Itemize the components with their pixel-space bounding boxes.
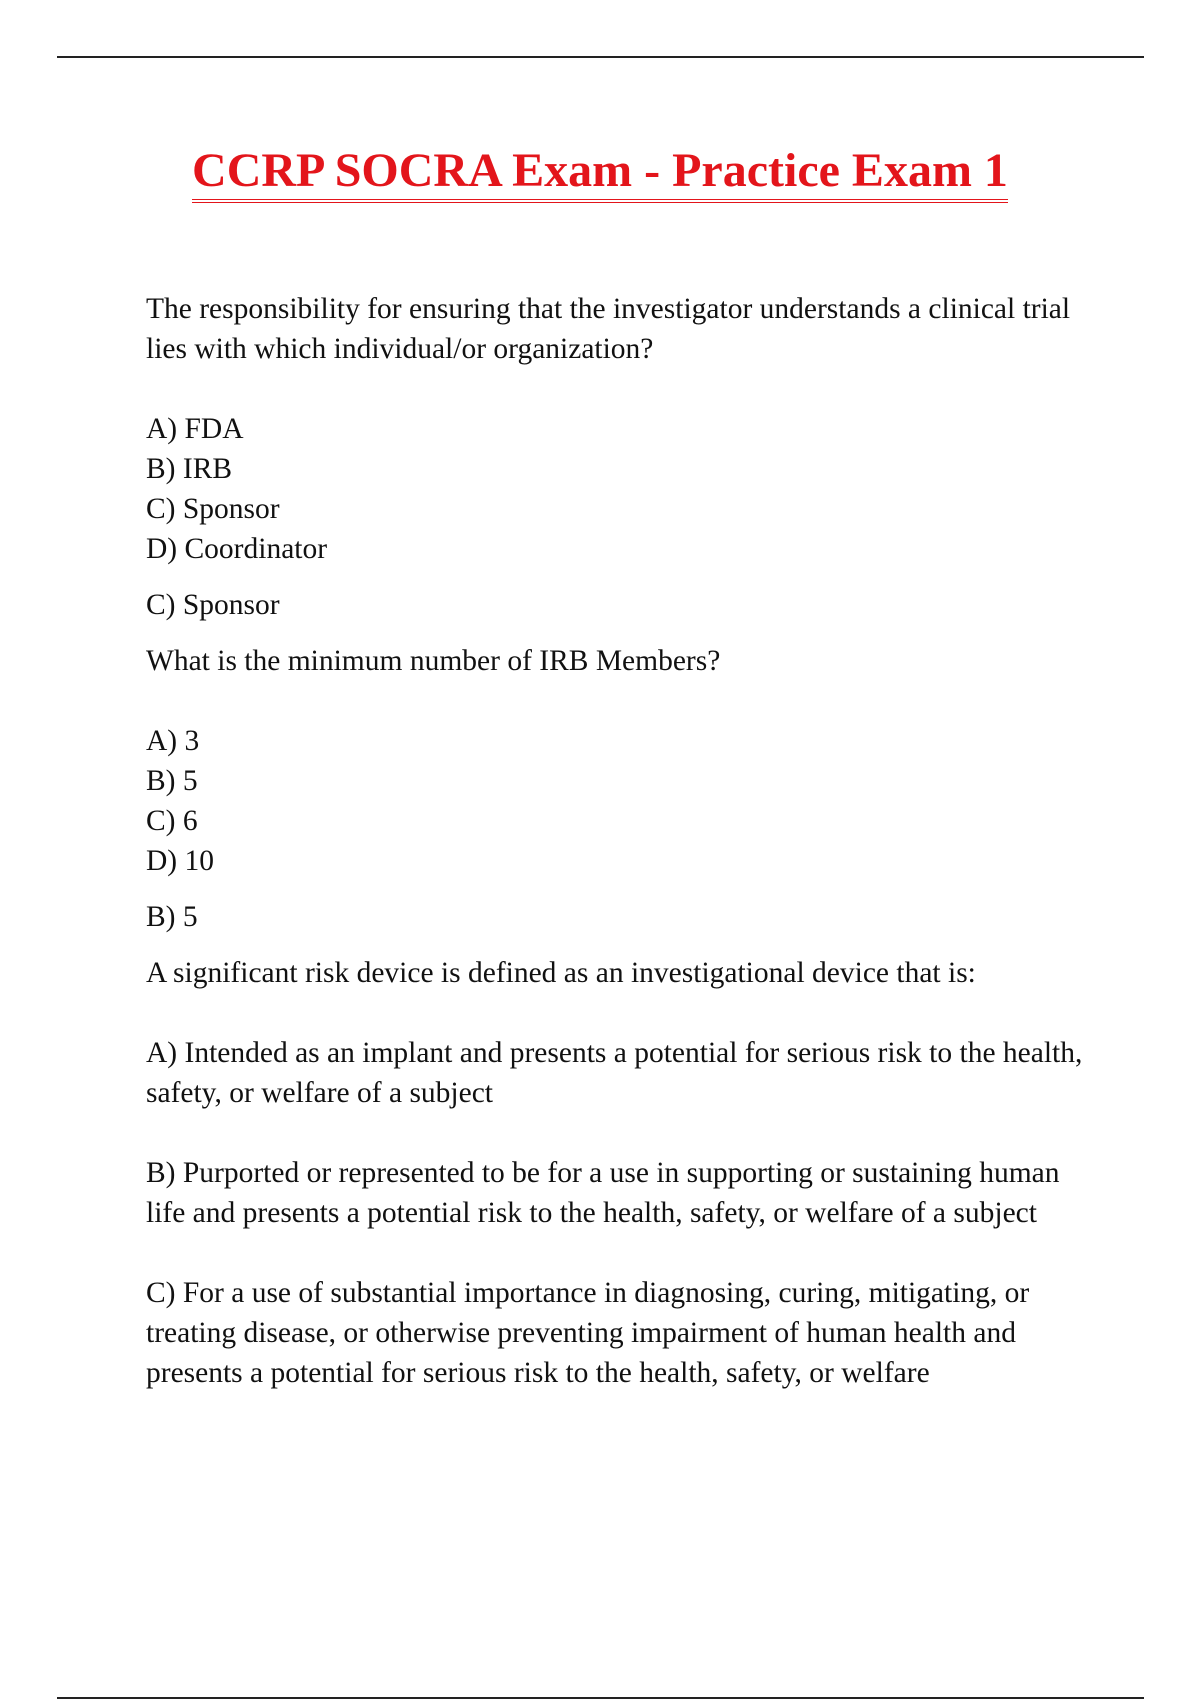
question-2-answer: B) 5: [146, 901, 198, 933]
page-title: CCRP SOCRA Exam - Practice Exam 1: [192, 143, 1008, 203]
question-1-options: [146, 409, 1086, 569]
question-3-text: A significant risk device is defined as an investigational device that is:: [146, 957, 976, 989]
question-2-option-d: D) 10: [146, 845, 215, 877]
question-2-option-b: B) 5: [146, 765, 198, 797]
question-1-text: The responsibility for ensuring that the investigator understands a clinical trial lies with which individual/or organization?: [146, 293, 1071, 365]
question-2-text: What is the minimum number of IRB Members?: [146, 645, 721, 677]
question-1-option-c: C) Sponsor: [146, 493, 280, 525]
question-3-option-c: C) For a use of substantial importance in diagnosing, curing, mitigating, or treating disease, or otherwise preventing impairment of human health and presents a potential for serious risk to the health, safety, or welfare: [146, 1277, 1030, 1389]
title-container: [0, 143, 1200, 203]
question-1-answer: C) Sponsor: [146, 589, 280, 621]
bottom-divider: [57, 1697, 1144, 1699]
question-1-option-b: B) IRB: [146, 453, 233, 485]
question-2-option-a: A) 3: [146, 725, 200, 757]
question-1-option-a: A) FDA: [146, 413, 244, 445]
question-3-option-a: A) Intended as an implant and presents a potential for serious risk to the health, safety, or welfare of a subject: [146, 1037, 1083, 1109]
question-2-options: [146, 721, 1086, 881]
question-3-option-b: B) Purported or represented to be for a use in supporting or sustaining human life and presents a potential risk to the health, safety, or welfare of a subject: [146, 1157, 1060, 1229]
question-1-option-d: D) Coordinator: [146, 533, 328, 565]
top-divider: [57, 56, 1144, 58]
question-2-option-c: C) 6: [146, 805, 198, 837]
document-body: [146, 289, 1086, 1433]
